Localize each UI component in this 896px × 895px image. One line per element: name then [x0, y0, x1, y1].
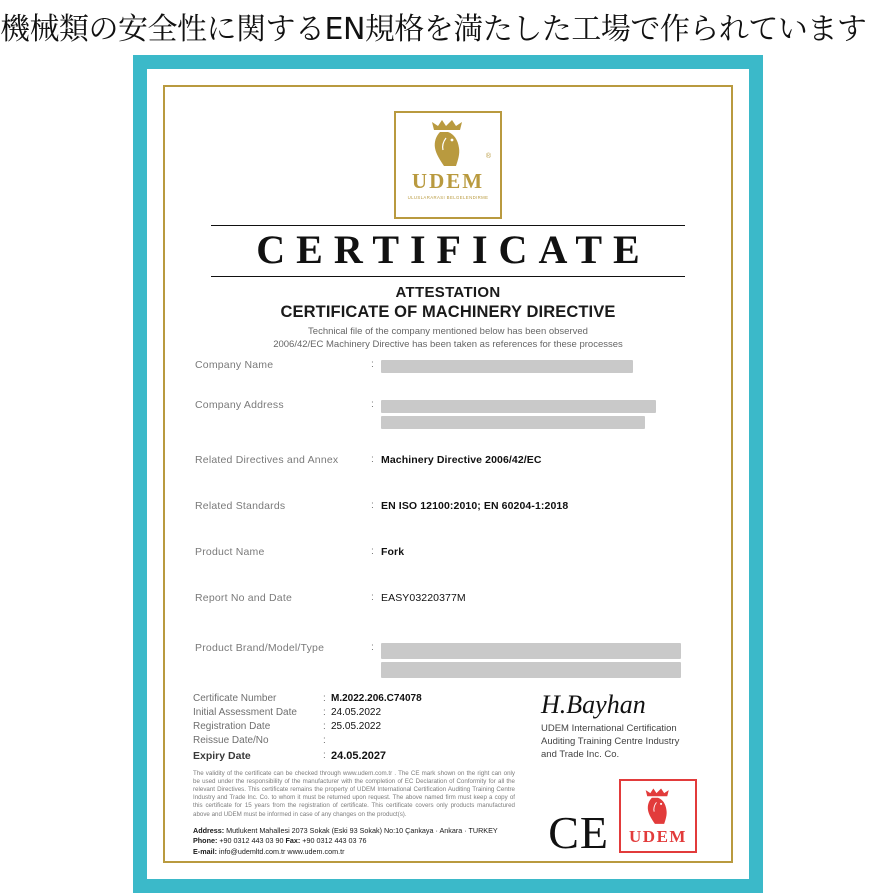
- contact-address-label: Address:: [193, 825, 225, 835]
- contact-address-value: Mutlukent Mahallesi 2073 Sokak (Eski 93 Sokak) No:10 Çankaya · Ankara · TURKEY: [226, 825, 498, 835]
- subtitle-attestation: ATTESTATION: [395, 284, 501, 301]
- certificate-title-block: [211, 225, 685, 277]
- summary-label: Certificate Number: [193, 692, 277, 704]
- certificate-image: [133, 55, 763, 893]
- summary-label: Initial Assessment Date: [193, 706, 297, 718]
- summary-colon: :: [323, 706, 326, 718]
- summary-colon: :: [323, 692, 326, 704]
- registered-mark: ®: [485, 153, 491, 160]
- field-label: Product Brand/Model/Type: [195, 641, 325, 654]
- field-company-name: [195, 358, 697, 378]
- field-label: Report No and Date: [195, 591, 292, 604]
- horse-crown-icon: [641, 787, 675, 827]
- redaction-bar: [381, 662, 681, 678]
- summary-value: 25.05.2022: [331, 720, 382, 732]
- field-company-address: [195, 398, 697, 429]
- certificate-gold-border: [163, 85, 733, 863]
- field-label: Related Standards: [195, 499, 286, 512]
- summary-row-reissue-date-no: [193, 734, 523, 748]
- contact-phone-label: Phone:: [193, 836, 218, 846]
- ce-mark: CE: [548, 807, 609, 859]
- signature-script: H.Bayhan: [541, 689, 646, 719]
- subtitle-machinery-directive: CERTIFICATE OF MACHINERY DIRECTIVE: [280, 303, 616, 321]
- field-product-name: [195, 545, 697, 565]
- field-label: Company Address: [195, 398, 284, 411]
- certificate-footer: [193, 689, 703, 763]
- contact-fax-label: Fax:: [285, 836, 301, 846]
- summary-colon: :: [323, 749, 326, 761]
- redaction-bar: [381, 400, 656, 413]
- field-colon: :: [371, 640, 374, 653]
- summary-colon: :: [323, 720, 326, 732]
- horse-crown-icon: [426, 118, 470, 170]
- signature-org-line-1: UDEM International Certification: [541, 722, 677, 734]
- field-value: [381, 398, 697, 429]
- summary-row-initial-assessment-date: [193, 706, 523, 720]
- footer-wrap: [193, 770, 703, 858]
- field-value: EASY03220377M: [381, 591, 466, 604]
- badge-wordmark: UDEM: [629, 827, 687, 847]
- japanese-headline: 機械類の安全性に関するEN規格を満たした工場で作られています: [0, 12, 867, 47]
- field-label: Related Directives and Annex: [195, 453, 339, 466]
- certificate-summary: [193, 692, 523, 763]
- signature-org-line-3: and Trade Inc. Co.: [541, 748, 620, 760]
- note-line-1: Technical file of the company mentioned below has been observed: [308, 326, 588, 337]
- summary-row-expiry-date: [193, 749, 523, 763]
- summary-value: 24.05.2022: [331, 706, 382, 718]
- field-colon: :: [371, 357, 374, 370]
- contact-fax-value: +90 0312 443 03 76: [302, 836, 367, 846]
- field-colon: :: [371, 498, 374, 511]
- field-value: [381, 641, 697, 678]
- field-value: EN ISO 12100:2010; EN 60204-1:2018: [381, 499, 569, 512]
- field-report-no-and-date: [195, 591, 697, 611]
- summary-colon: :: [323, 734, 326, 746]
- summary-row-registration-date: [193, 720, 523, 734]
- field-colon: :: [371, 544, 374, 557]
- field-related-standards: [195, 499, 697, 519]
- summary-label: Reissue Date/No: [193, 734, 269, 746]
- contact-email-label: E-mail:: [193, 846, 217, 856]
- logo-subtext: ULUSLARARASI BELGELENDIRME: [407, 195, 489, 200]
- logo-wordmark: UDEM: [411, 169, 485, 193]
- summary-value: 24.05.2027: [331, 749, 387, 762]
- field-product-brand-model-type: [195, 641, 697, 678]
- field-value: [381, 358, 697, 373]
- udem-red-badge: [619, 779, 697, 853]
- field-colon: :: [371, 590, 374, 603]
- summary-row-certificate-number: [193, 692, 523, 706]
- certificate-fields: [193, 358, 703, 678]
- disclaimer-text: The validity of the certificate can be checked through www.udem.com.tr . The CE mark shown on the right can only be used under the responsibility of the manufacturer with the completion of EC Declaration of Conformity for all the relevant Directives. This certificate remains the property of UDEM International Certification Auditing Training Centre Industry and Trade Inc. Co. to whom it must be returned upon request. The above named firm must keep a copy of this certificate for 15 years from the registration of certificate. This certificate covers only products manufactured above and UDEM must be informed in case of any changes on the product(s).: [193, 769, 515, 818]
- contact-phone-value: +90 0312 443 03 90: [219, 836, 284, 846]
- field-colon: :: [371, 397, 374, 410]
- udem-logo: [394, 111, 502, 219]
- field-value: Fork: [381, 545, 405, 558]
- signature-org-line-2: Auditing Training Centre Industry: [541, 735, 680, 747]
- redaction-bar: [381, 643, 681, 659]
- conformity-marks: [548, 779, 697, 859]
- note-line-2: 2006/42/EC Machinery Directive has been taken as references for these processes: [273, 338, 623, 350]
- field-value: Machinery Directive 2006/42/EC: [381, 453, 542, 466]
- signature-block: [523, 689, 703, 763]
- summary-value: M.2022.206.C74078: [331, 692, 422, 704]
- field-colon: :: [371, 452, 374, 465]
- redaction-bar: [381, 416, 645, 429]
- field-label: Product Name: [195, 545, 265, 558]
- field-related-directives: [195, 453, 697, 473]
- field-label: Company Name: [195, 358, 274, 371]
- certificate-white-mat: [147, 69, 749, 879]
- summary-label: Registration Date: [193, 720, 271, 732]
- page-title: CERTIFICATE: [256, 227, 651, 272]
- contact-email-value: info@udemltd.com.tr www.udem.com.tr: [218, 846, 345, 856]
- redaction-bar: [381, 360, 633, 373]
- summary-label: Expiry Date: [193, 749, 251, 762]
